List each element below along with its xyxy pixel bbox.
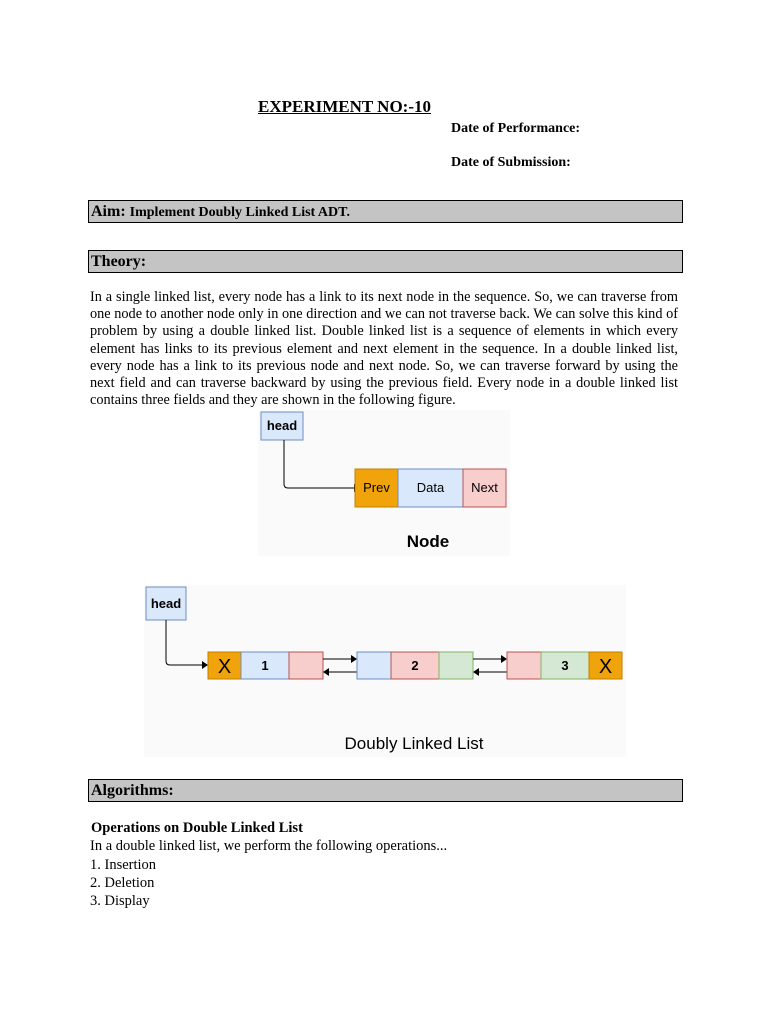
operations-intro: In a double linked list, we perform the following operations... [90, 838, 448, 854]
node-figure [258, 410, 510, 556]
theory-paragraph: In a single linked list, every node has a link to its next node in the sequence. So, we can traverse from one node to another node only in one direction and we can not traverse back. We can solve this kind of problem by using a double linked list. Double linked list is a sequence of elements in which every element has links to its previous element and next element in the sequence. In a double linked list, every node has a link to its previous node and next node. So, we can traverse forward by using the next field and can traverse backward by using the previous field. Every node in a double linked list contains three fields and they are shown in the following figure. [90, 289, 678, 409]
theory-section-bar [88, 250, 683, 273]
node-3-label: 3 [561, 658, 569, 673]
operation-item: 1. Insertion [90, 857, 157, 873]
null-symbol: X [598, 656, 613, 678]
algorithms-label: Algorithms: [91, 782, 174, 799]
node-1-next [289, 652, 323, 679]
date-of-submission-label: Date of Submission: [451, 155, 571, 170]
node-2-prev [357, 652, 391, 679]
node-3-prev [507, 652, 541, 679]
null-symbol: X [217, 656, 232, 678]
head-label: head [266, 418, 298, 433]
operation-item: 2. Deletion [90, 875, 155, 891]
next-label: Next [471, 480, 498, 495]
aim-text: Implement Doubly Linked List ADT. [129, 205, 350, 220]
aim-section-bar [88, 200, 683, 223]
node-caption: Node [406, 532, 450, 551]
node-1-label: 1 [261, 658, 269, 673]
operations-title: Operations on Double Linked List [91, 820, 303, 836]
date-of-performance-label: Date of Performance: [451, 121, 581, 136]
node-2-next [439, 652, 473, 679]
page-title: EXPERIMENT NO:-10 [258, 97, 431, 116]
doubly-linked-list-figure [144, 585, 626, 757]
theory-label: Theory: [91, 253, 147, 270]
prev-label: Prev [363, 480, 390, 495]
data-label: Data [416, 480, 445, 495]
node-2-label: 2 [411, 658, 419, 673]
aim-label: Aim: [91, 203, 126, 220]
list-caption: Doubly Linked List [344, 734, 484, 753]
operation-item: 3. Display [90, 893, 150, 909]
list-head-label: head [150, 596, 182, 611]
algorithms-section-bar [88, 779, 683, 802]
